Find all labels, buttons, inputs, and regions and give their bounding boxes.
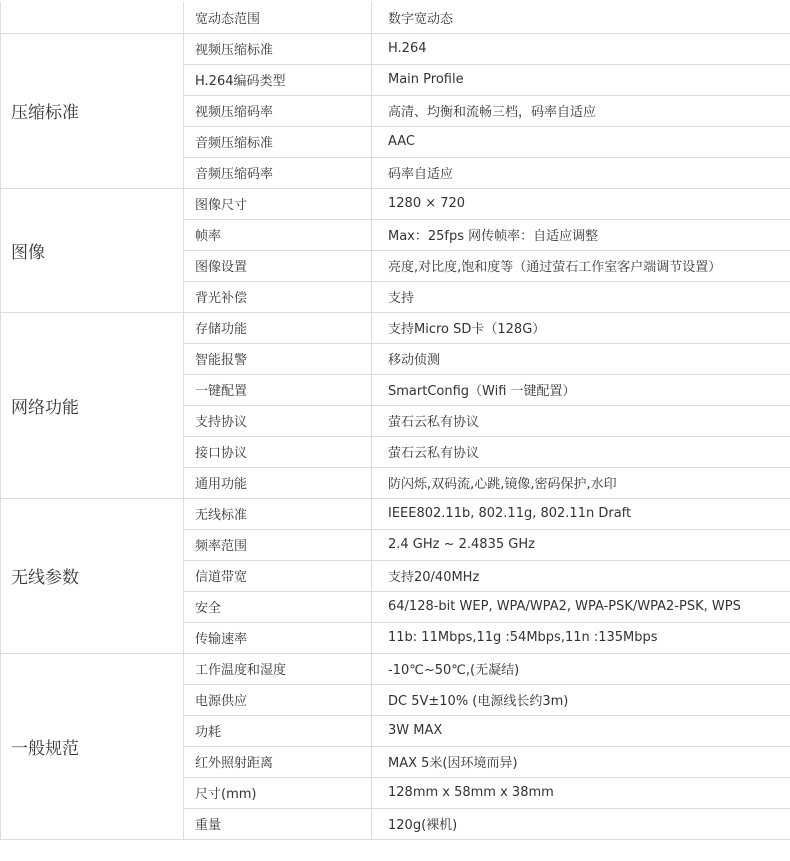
spec-row [1, 312, 790, 343]
spec-key-cell: 视频压缩标准 [184, 33, 372, 64]
spec-key-cell: 存储功能 [184, 312, 372, 343]
spec-value-cell: DC 5V±10% (电源线长约3m) [372, 684, 790, 715]
spec-key-cell: 红外照射距离 [184, 746, 372, 777]
spec-value-cell: 3W MAX [372, 715, 790, 746]
spec-key-cell: 接口协议 [184, 436, 372, 467]
spec-value-cell: MAX 5米(因环境而异) [372, 746, 790, 777]
spec-value-cell: 亮度,对比度,饱和度等（通过萤石工作室客户端调节设置） [372, 250, 790, 281]
spec-key-cell: 智能报警 [184, 343, 372, 374]
spec-value-cell: 64/128-bit WEP, WPA/WPA2, WPA-PSK/WPA2-PSK, WPS [372, 591, 790, 622]
spec-value-cell: 128mm x 58mm x 38mm [372, 777, 790, 808]
spec-key-cell: 通用功能 [184, 467, 372, 498]
spec-row [1, 33, 790, 64]
spec-value-cell: 防闪烁,双码流,心跳,镜像,密码保护,水印 [372, 467, 790, 498]
spec-row [1, 2, 790, 33]
category-cell: 网络功能 [1, 312, 184, 498]
spec-value-cell: Main Profile [372, 64, 790, 95]
spec-key-cell: H.264编码类型 [184, 64, 372, 95]
spec-value-cell: 支持Micro SD卡（128G） [372, 312, 790, 343]
category-cell: 图像 [1, 188, 184, 312]
spec-key-cell: 电源供应 [184, 684, 372, 715]
spec-key-cell: 视频压缩码率 [184, 95, 372, 126]
spec-row [1, 188, 790, 219]
spec-value-cell: 萤石云私有协议 [372, 405, 790, 436]
spec-key-cell: 功耗 [184, 715, 372, 746]
spec-key-cell: 尺寸(mm) [184, 777, 372, 808]
spec-key-cell: 工作温度和湿度 [184, 653, 372, 684]
spec-value-cell: Max：25fps 网传帧率：自适应调整 [372, 219, 790, 250]
spec-key-cell: 一键配置 [184, 374, 372, 405]
spec-value-cell: AAC [372, 126, 790, 157]
spec-value-cell: 萤石云私有协议 [372, 436, 790, 467]
spec-key-cell: 频率范围 [184, 529, 372, 560]
spec-value-cell: 支持 [372, 281, 790, 312]
spec-value-cell: 11b: 11Mbps,11g :54Mbps,11n :135Mbps [372, 622, 790, 653]
category-cell: 无线参数 [1, 498, 184, 653]
spec-value-cell: -10℃~50℃,(无凝结) [372, 653, 790, 684]
spec-value-cell: 支持20/40MHz [372, 560, 790, 591]
spec-key-cell: 重量 [184, 808, 372, 839]
spec-key-cell: 传输速率 [184, 622, 372, 653]
spec-value-cell: 码率自适应 [372, 157, 790, 188]
category-cell: 压缩标准 [1, 33, 184, 188]
spec-table-body [1, 2, 790, 839]
spec-value-cell: SmartConfig（Wifi 一键配置） [372, 374, 790, 405]
spec-key-cell: 无线标准 [184, 498, 372, 529]
category-cell [1, 2, 184, 33]
spec-key-cell: 背光补偿 [184, 281, 372, 312]
spec-value-cell: 数字宽动态 [372, 2, 790, 33]
spec-key-cell: 图像尺寸 [184, 188, 372, 219]
spec-key-cell: 安全 [184, 591, 372, 622]
spec-row [1, 653, 790, 684]
spec-row [1, 498, 790, 529]
spec-value-cell: H.264 [372, 33, 790, 64]
spec-value-cell: 2.4 GHz ~ 2.4835 GHz [372, 529, 790, 560]
spec-key-cell: 音频压缩码率 [184, 157, 372, 188]
spec-value-cell: IEEE802.11b, 802.11g, 802.11n Draft [372, 498, 790, 529]
spec-value-cell: 1280 × 720 [372, 188, 790, 219]
spec-key-cell: 支持协议 [184, 405, 372, 436]
spec-table [0, 2, 790, 840]
spec-key-cell: 信道带宽 [184, 560, 372, 591]
category-cell: 一般规范 [1, 653, 184, 839]
spec-key-cell: 音频压缩标准 [184, 126, 372, 157]
spec-key-cell: 图像设置 [184, 250, 372, 281]
spec-value-cell: 高清、均衡和流畅三档，码率自适应 [372, 95, 790, 126]
spec-key-cell: 帧率 [184, 219, 372, 250]
spec-value-cell: 120g(裸机) [372, 808, 790, 839]
spec-key-cell: 宽动态范围 [184, 2, 372, 33]
spec-value-cell: 移动侦测 [372, 343, 790, 374]
